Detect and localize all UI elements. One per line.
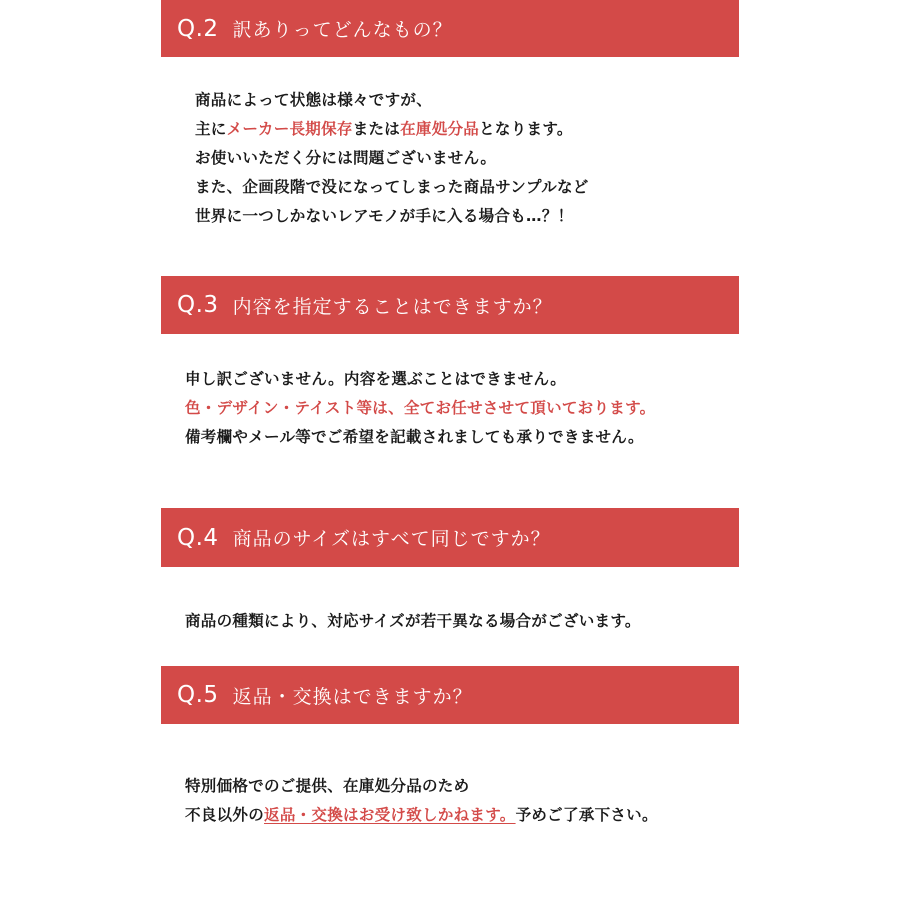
q4-answer-line: 商品の種類により、対応サイズが若干異なる場合がございます。 [185, 612, 641, 630]
q5-number: Q.5 [177, 682, 219, 708]
q2-answer-line [195, 115, 589, 144]
q3-answer-line: 申し訳ございません。内容を選ぶことはできません。 [185, 370, 567, 388]
q2-answer-line: 商品によって状態は様々ですが、 [195, 91, 433, 109]
q5-answer-line: 特別価格でのご提供、在庫処分品のため [185, 777, 470, 795]
answer-text: 不良以外の [185, 806, 265, 824]
q4-answer [185, 607, 641, 636]
q2-answer-line: 世界に一つしかないレアモノが手に入る場合も…？！ [195, 207, 574, 225]
q2-number: Q.2 [177, 15, 219, 42]
q5-question: 返品・交換はできますか？ [232, 685, 473, 708]
q3-number: Q.3 [177, 292, 219, 318]
answer-text: 主に [195, 120, 227, 138]
q2-question: 訳ありってどんなもの？ [232, 19, 453, 41]
q5-answer [185, 772, 658, 830]
q4-question: 商品のサイズはすべて同じですか？ [232, 528, 551, 550]
q3-question: 内容を指定することはできますか？ [232, 295, 553, 318]
q5-header [161, 666, 739, 724]
q3-answer-line: 備考欄やメール等でご希望を記載されましても承りできません。 [185, 428, 644, 446]
q2-header [161, 0, 739, 57]
q3-answer-line-highlight: 色・デザイン・テイスト等は、全てお任せさせて頂いております。 [185, 399, 656, 417]
q3-header [161, 276, 739, 334]
highlight-text: メーカー長期保存 [226, 120, 353, 138]
answer-text: 予めご了承下さい。 [515, 806, 658, 824]
underlined-highlight-text: 返品・交換はお受け致しかねます。 [264, 806, 516, 824]
q2-answer-line: お使いいただく分には問題ございません。 [195, 149, 497, 167]
highlight-text: 在庫処分品 [400, 120, 480, 138]
q5-answer-line [185, 801, 658, 830]
q4-header [161, 508, 739, 567]
q4-number: Q.4 [177, 524, 219, 551]
q2-answer-line: また、企画段階で没になってしまった商品サンプルなど [195, 178, 589, 196]
answer-text: または [352, 120, 401, 138]
q2-answer [195, 86, 589, 231]
q3-answer [185, 365, 655, 452]
answer-text: となります。 [479, 120, 573, 138]
